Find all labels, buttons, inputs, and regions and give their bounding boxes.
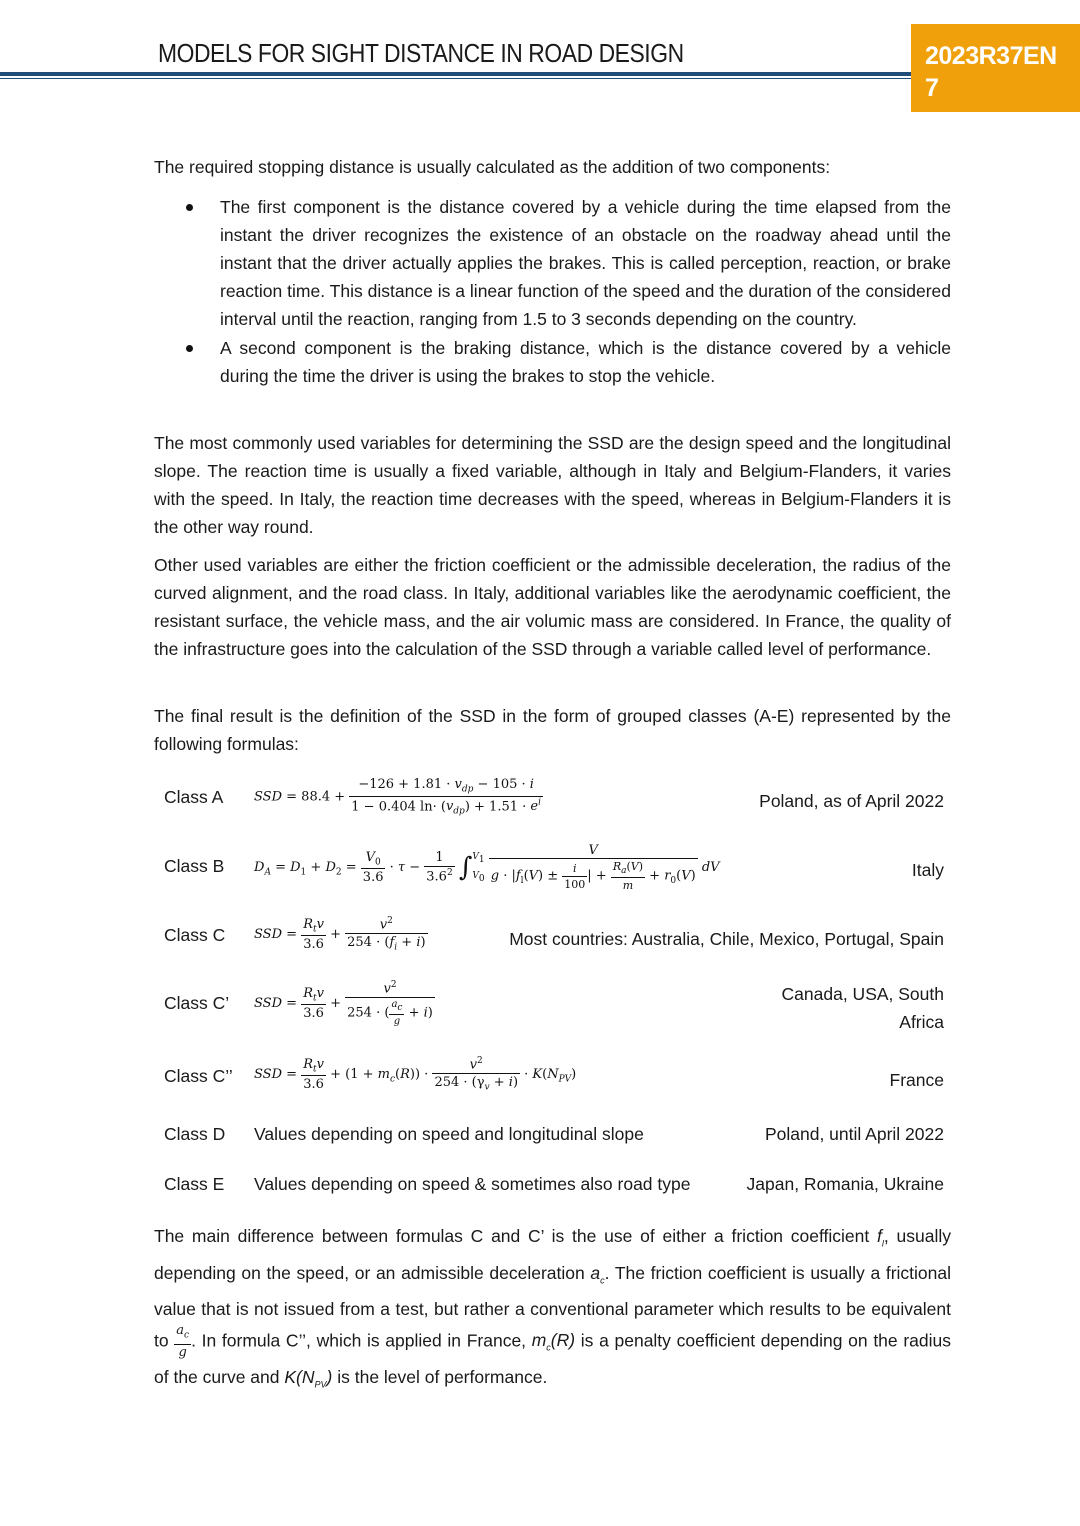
intro-paragraph: The required stopping distance is usually calculated as the addition of two components: (154, 157, 831, 177)
class-country: Japan, Romania, Ukraine (746, 1174, 944, 1194)
bullet-icon (186, 345, 193, 352)
document-code: 2023R37EN (925, 42, 1057, 70)
closing-text: is the level of performance. (332, 1366, 548, 1387)
list-item (154, 193, 951, 333)
list-item (154, 334, 951, 390)
fraction-numerator-subscript: c (184, 1330, 190, 1341)
penalty-symbol: m (531, 1330, 547, 1351)
class-label: Class C’’ (164, 1066, 233, 1086)
friction-subscript: l (881, 1238, 884, 1249)
formula-class-c-prime: SSD = $\frac{R_tv}{3.6}$ + $v^2$ 254 · ( $\frac{a_c}{g}$ + i) (254, 980, 433, 1028)
deceleration-symbol: a (590, 1262, 601, 1283)
class-description: Values depending on speed & sometimes also road type (254, 1174, 691, 1194)
friction-symbol: f (877, 1226, 882, 1246)
class-description: Values depending on speed and longitudinal slope (254, 1124, 644, 1144)
class-label: Class C (164, 925, 226, 945)
class-country: Poland, until April 2022 (764, 1124, 944, 1144)
class-country: Poland, as of April 2022 (759, 791, 944, 811)
closing-text: . In formula C’’, which is applied in France, (191, 1330, 532, 1351)
class-label: Class C’ (164, 993, 230, 1013)
closing-paragraph (154, 1222, 951, 1399)
document-code-badge (911, 24, 1080, 112)
closing-text: , usually depending on the speed, or an admissible deceleration (154, 1226, 951, 1283)
bullet-icon (186, 204, 193, 211)
formula-class-c: SSD = $\frac{R_tv}{3.6}$ + $\frac{v^2}{254 \cdot (f_i + i)}$ (254, 916, 426, 953)
penalty-subscript: c (546, 1342, 551, 1353)
class-label: Class B (164, 856, 225, 876)
performance-subscript: PV (314, 1379, 327, 1390)
performance-symbol: K(N (284, 1366, 315, 1387)
fraction-denominator: g (178, 1344, 187, 1360)
class-country-line: Africa (899, 1012, 944, 1032)
formula-class-b: $D_A = D_1 + D_2$ = $\frac{V_0}{3.6}$ · τ − $\frac{1}{3.6^2}$ $\int V_1$ $V_0$ V $g \cdot |f_l(V)$ ± $\frac{i}{100}$ | + $\frac{R_a(V)}{m}$ + $r_0(V)$ dV (254, 843, 720, 893)
fraction-numerator: a (176, 1323, 185, 1338)
class-country-line: Canada, USA, South (781, 984, 944, 1004)
class-label: Class E (164, 1174, 225, 1194)
closing-text: . The friction coefficient is usually a frictional value that is not issued from a test, but rather a conventional parameter which results to be equivalent to (154, 1262, 952, 1351)
class-country: Most countries: Australia, Chile, Mexico, Portugal, Spain (509, 929, 944, 949)
formula-class-a: SSD = 88.4 + $\frac{-126 + 1.81 \cdot v_{dp} - 105 \cdot i}{1 - 0.404 \ln\cdot (v_{dp}) + 1.51 \cdot e^i}$ (254, 777, 541, 817)
page-number: 7 (925, 74, 939, 102)
performance-close: ) (326, 1366, 333, 1387)
final-result-paragraph: The final result is the definition of the SSD in the form of grouped classes (A-E) represented by the following formulas: (154, 706, 951, 754)
closing-text: The main difference between formulas C and C’ is the use of either a friction coefficient (154, 1226, 878, 1246)
penalty-argument: (R) (550, 1330, 576, 1351)
other-variables-paragraph: Other used variables are either the friction coefficient or the admissible deceleration, the radius of the curved alignment, and the road class. In Italy, additional variables like the aerodynamic coefficient, the resistant surface, the vehicle mass, and the air volumic mass are considered. In France, the quality of the infrastructure goes into the calculation of the SSD through a variable called level of performance. (154, 555, 951, 659)
component-list (154, 193, 951, 391)
class-label: Class A (164, 787, 224, 807)
class-country: Italy (911, 860, 944, 880)
class-label: Class D (164, 1124, 226, 1144)
class-country (782, 980, 944, 1036)
class-country: France (889, 1070, 944, 1090)
running-header-title: MODELS FOR SIGHT DISTANCE IN ROAD DESIGN (158, 38, 684, 68)
variables-paragraph: The most commonly used variables for determining the SSD are the design speed and the longitudinal slope. The reaction time is usually a fixed variable, although in Italy and Belgium-Flanders, it varies with the speed. In Italy, the reaction time decreases with the speed, whereas in Belgium-Flanders it is the other way round. (154, 433, 951, 537)
list-item-text: A second component is the braking distance, which is the distance covered by a vehicle during the time the driver is using the brakes to stop the vehicle. (220, 338, 951, 386)
formula-class-c-double-prime: SSD = $\frac{R_tv}{3.6}$ + $(1 + m_c(R))$ · $\frac{v^2}{254 \cdot (\gamma_v + i)}$ · $K(N_{PV})$ (254, 1056, 577, 1093)
list-item-text: The first component is the distance covered by a vehicle during the time elapsed from the instant the driver recognizes the existence of an obstacle on the roadway ahead until the instant that the driver actually applies the brakes. This is called perception, reaction, or brake reaction time. This distance is a linear function of the speed and the duration of the considered interval until the reaction, ranging from 1.5 to 3 seconds depending on the country. (220, 197, 951, 329)
closing-text: is a penalty coefficient depending on the radius of the curve and (154, 1330, 951, 1387)
ac-over-g-fraction (174, 1324, 191, 1360)
deceleration-subscript: c (600, 1275, 605, 1285)
